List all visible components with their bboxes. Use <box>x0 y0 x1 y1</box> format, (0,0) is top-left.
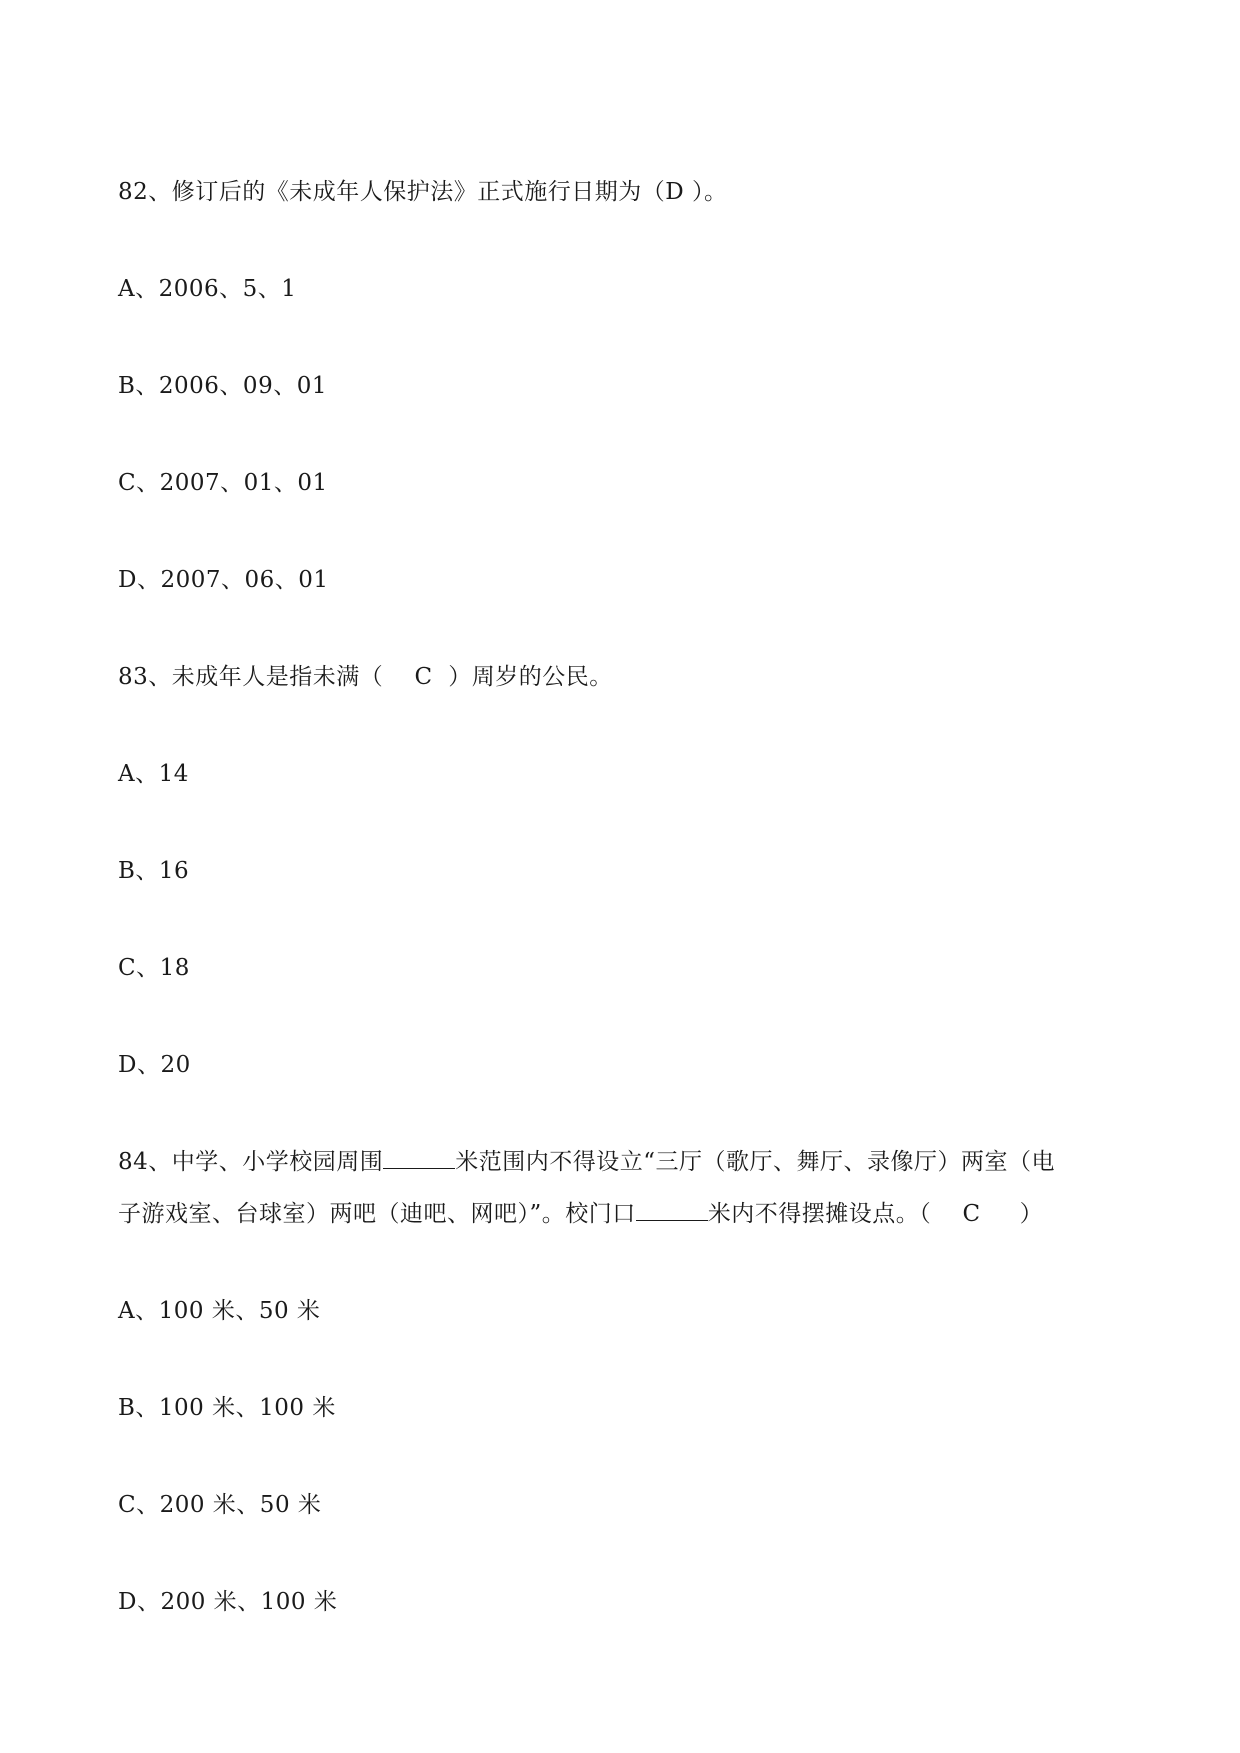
option-82-a: A、2006、5、1 <box>118 276 297 302</box>
question-82: 82、修订后的《未成年人保护法》正式施行日期为（D ）。 <box>118 179 728 205</box>
answer-blank-1 <box>383 1148 455 1169</box>
option-83-b: B、16 <box>118 858 190 884</box>
option-82-d: D、2007、06、01 <box>118 567 329 593</box>
option-84-d: D、200 米、100 米 <box>118 1589 338 1615</box>
option-83-a: A、14 <box>118 761 189 787</box>
question-84-text-1b: 米范围内不得设立“三厅（歌厅、舞厅、录像厅）两室（电 <box>455 1149 1056 1175</box>
option-84-c: C、200 米、50 米 <box>118 1492 322 1518</box>
option-84-a: A、100 米、50 米 <box>118 1298 321 1324</box>
question-84-text-1a: 84、中学、小学校园周围 <box>118 1149 384 1175</box>
answer-blank-2 <box>636 1200 708 1221</box>
option-83-d: D、20 <box>118 1052 191 1078</box>
question-84-line-1 <box>118 1146 1128 1178</box>
option-84-b: B、100 米、100 米 <box>118 1395 336 1421</box>
option-82-c: C、2007、01、01 <box>118 470 328 496</box>
question-83: 83、未成年人是指未满（ C ）周岁的公民。 <box>118 664 613 690</box>
option-83-c: C、18 <box>118 955 190 981</box>
question-84-text-2b: 米内不得摆摊设点。（ C ） <box>707 1201 1044 1227</box>
option-82-b: B、2006、09、01 <box>118 373 327 399</box>
question-84-line-2 <box>118 1198 1128 1230</box>
question-84-text-2a: 子游戏室、台球室）两吧（迪吧、网吧）”。校门口 <box>118 1201 636 1227</box>
